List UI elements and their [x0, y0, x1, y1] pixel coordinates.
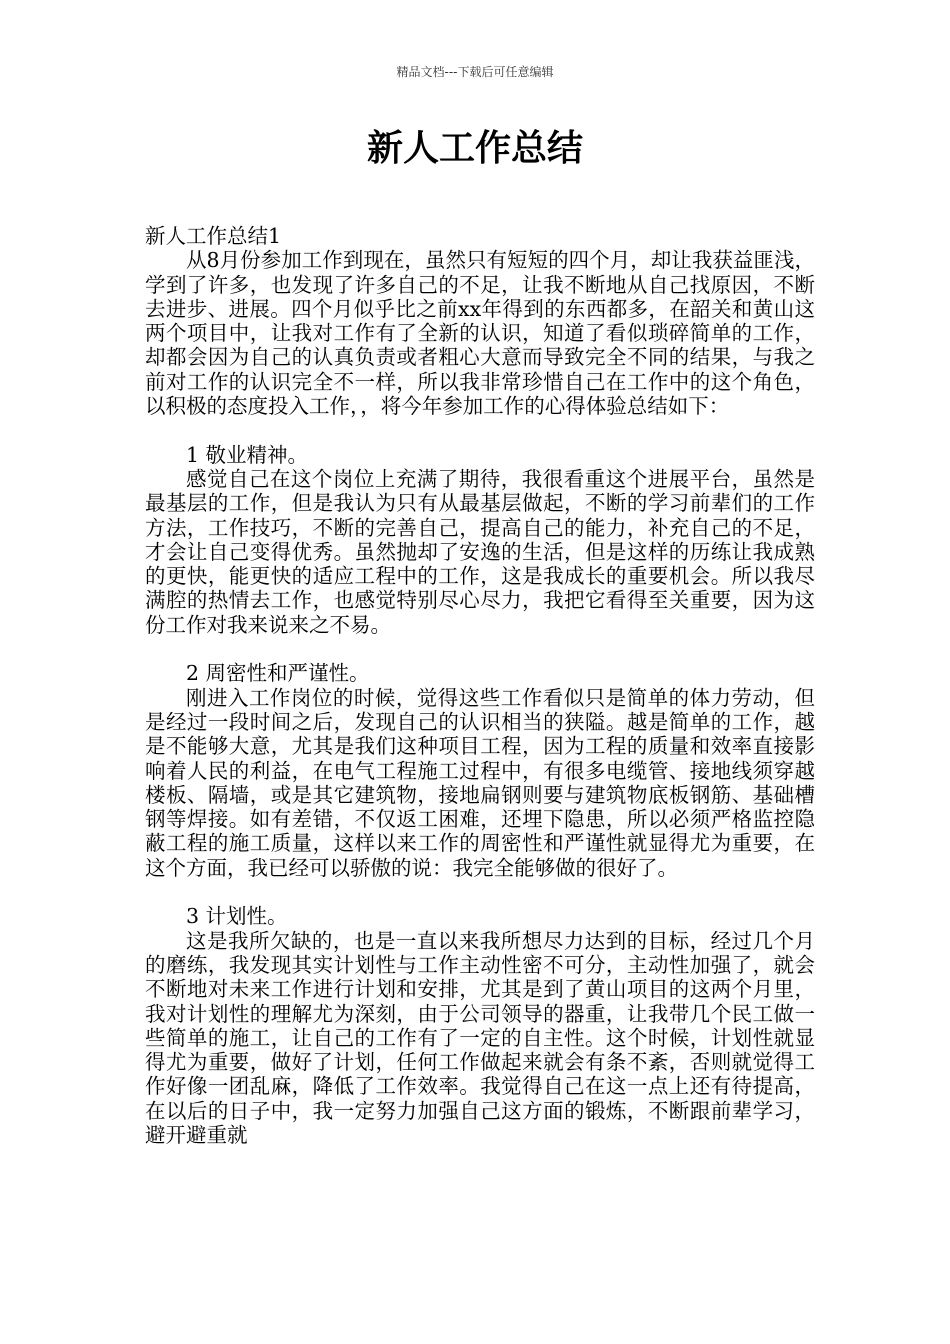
page-header-note: 精品文档---下载后可任意编辑: [396, 65, 554, 79]
section-heading-1: 1 敬业精神。: [186, 442, 309, 467]
section-subtitle: 新人工作总结1: [145, 224, 282, 248]
section-body-3: 这是我所欠缺的，也是一直以来我所想尽力达到的目标，经过几个月的磨练，我发现其实计划性与工作主动性密不可分，主动性加强了，就会不断地对未来工作进行计划和安排，尤其是到了黄山项目的这两个月里，我对计划性的理解尤为深刻，由于公司领导的器重，让我带几个民工做一些简单的施工，让自己的工作有了一定的自主性。这个时候，计划性就显得尤为重要，做好了计划，任何工作做起来就会有条不紊，否则就觉得工作好像一团乱麻，降低了工作效率。我觉得自己在这一点上还有待提高，在以后的日子中，我一定努力加强自己这方面的锻炼，不断跟前辈学习，避开避重就: [145, 928, 815, 1147]
section-heading-3: 3 计划性。: [186, 904, 288, 929]
paragraph-gap: [145, 880, 815, 904]
document-title: 新人工作总结: [366, 128, 583, 169]
document-body: [145, 224, 815, 1147]
section-body-1: 感觉自己在这个岗位上充满了期待，我很看重这个进展平台，虽然是最基层的工作，但是我认为只有从最基层做起，不断的学习前辈们的工作方法，工作技巧，不断的完善自己，提高自己的能力，补充自己的不足，才会让自己变得优秀。虽然抛却了安逸的生活，但是这样的历练让我成熟的更快，能更快的适应工程中的工作，这是我成长的重要机会。所以我尽满腔的热情去工作，也感觉特别尽心尽力，我把它看得至关重要，因为这份工作对我来说来之不易。: [145, 466, 815, 637]
paragraph-gap: [145, 418, 815, 442]
paragraph-gap: [145, 637, 815, 661]
intro-paragraph: 从8月份参加工作到现在，虽然只有短短的四个月，却让我获益匪浅，学到了许多，也发现了许多自己的不足，让我不断地从自己找原因，不断去进步、进展。四个月似乎比之前xx年得到的东西都多，在韶关和黄山这两个项目中，让我对工作有了全新的认识，知道了看似琐碎简单的工作，却都会因为自己的认真负责或者粗心大意而导致完全不同的结果，与我之前对工作的认识完全不一样，所以我非常珍惜自己在工作中的这个角色，以积极的态度投入工作，，将今年参加工作的心得体验总结如下：: [145, 248, 815, 419]
section-body-2: 刚进入工作岗位的时候，觉得这些工作看似只是简单的体力劳动，但是经过一段时间之后，发现自己的认识相当的狭隘。越是简单的工作，越是不能够大意，尤其是我们这种项目工程，因为工程的质量和效率直接影响着人民的利益，在电气工程施工过程中，有很多电缆管、接地线须穿越楼板、隔墙，或是其它建筑物，接地扁钢则要与建筑物底板钢筋、基础槽钢等焊接。如有差错，不仅返工困难，还埋下隐患，所以必须严格监控隐蔽工程的施工质量，这样以来工作的周密性和严谨性就显得尤为重要，在这个方面，我已经可以骄傲的说：我完全能够做的很好了。: [145, 685, 815, 880]
section-heading-2: 2 周密性和严谨性。: [186, 661, 370, 686]
